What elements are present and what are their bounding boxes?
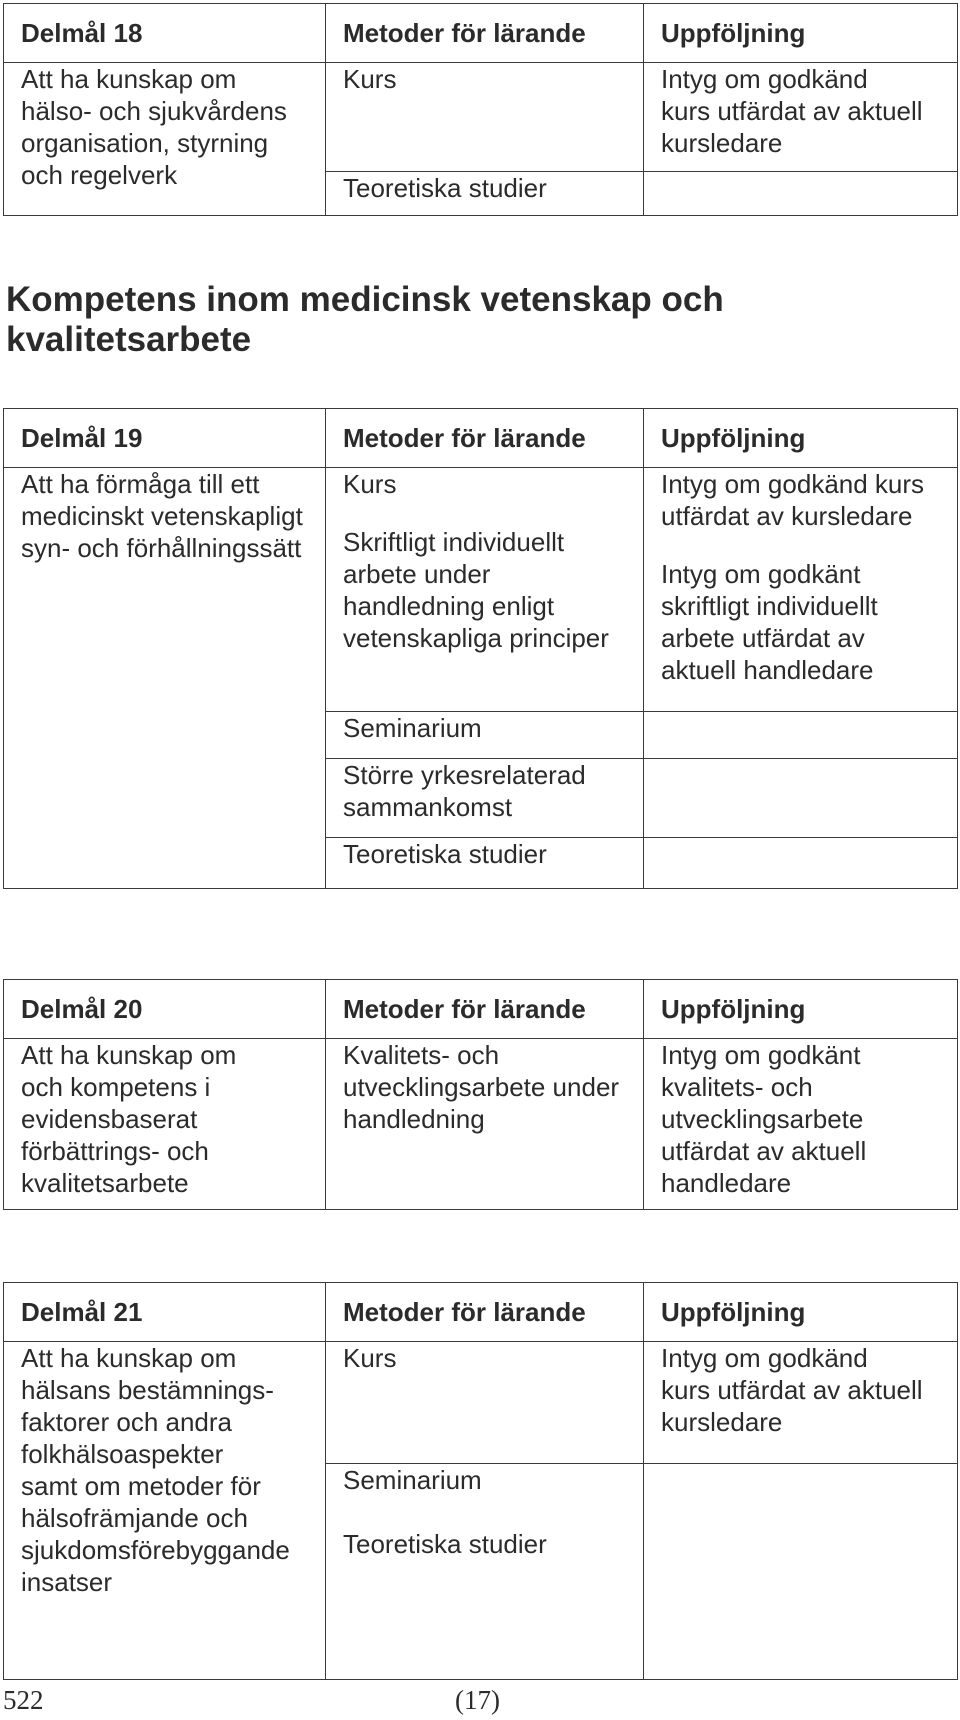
method-cell: Teoretiska studier — [326, 172, 644, 216]
goal-header: Delmål 18 — [4, 4, 326, 63]
followup-cell: Intyg om godkänd kurs utfärdat av kursledare Intyg om godkänt skriftligt individuellt arbete utfärdat av aktuell handledare — [644, 468, 958, 712]
empty-cell — [644, 838, 958, 889]
empty-cell — [644, 1464, 958, 1680]
goal-cell: Att ha förmåga till ett medicinskt vetenskapligt syn- och förhållningssätt — [4, 468, 326, 889]
empty-cell — [644, 759, 958, 838]
goal-cell: Att ha kunskap om hälsans bestämnings- faktorer och andra folkhälsoaspekter samt om metoder för hälsofrämjande och sjukdomsförebyggande insatser — [4, 1342, 326, 1680]
followup-header: Uppföljning — [644, 980, 958, 1039]
delmal-21-table — [3, 1282, 958, 1680]
followup-header: Uppföljning — [644, 409, 958, 468]
methods-header: Metoder för lärande — [326, 409, 644, 468]
followup-cell: Intyg om godkänd kurs utfärdat av aktuell kursledare — [644, 1342, 958, 1464]
goal-cell: Att ha kunskap om och kompetens i evidensbaserat förbättrings- och kvalitetsarbete — [4, 1039, 326, 1210]
delmal-18-table — [3, 3, 958, 216]
delmal-19-table — [3, 408, 958, 889]
method-cell: Kurs — [326, 1342, 644, 1464]
followup-cell: Intyg om godkänt kvalitets- och utvecklingsarbete utfärdat av aktuell handledare — [644, 1039, 958, 1210]
method-cell: Seminarium Teoretiska studier — [326, 1464, 644, 1680]
empty-cell — [644, 712, 958, 759]
methods-header: Metoder för lärande — [326, 4, 644, 63]
goal-header: Delmål 21 — [4, 1283, 326, 1342]
followup-header: Uppföljning — [644, 4, 958, 63]
method-cell: Större yrkesrelaterad sammankomst — [326, 759, 644, 838]
method-cell: Teoretiska studier — [326, 838, 644, 889]
method-cell: Seminarium — [326, 712, 644, 759]
followup-header: Uppföljning — [644, 1283, 958, 1342]
methods-header: Metoder för lärande — [326, 980, 644, 1039]
page-sub-number: (17) — [455, 1685, 500, 1715]
empty-cell — [644, 172, 958, 216]
method-cell: Kurs — [326, 63, 644, 172]
page-number: 522 — [3, 1685, 44, 1715]
followup-cell: Intyg om godkänd kurs utfärdat av aktuell kursledare — [644, 63, 958, 172]
methods-header: Metoder för lärande — [326, 1283, 644, 1342]
goal-header: Delmål 20 — [4, 980, 326, 1039]
method-cell: Kvalitets- och utvecklingsarbete under handledning — [326, 1039, 644, 1210]
goal-cell: Att ha kunskap om hälso- och sjukvårdens organisation, styrning och regelverk — [4, 63, 326, 216]
section-heading: Kompetens inom medicinsk vetenskap och kvalitetsarbete — [6, 280, 724, 359]
method-cell: Kurs Skriftligt individuellt arbete under handledning enligt vetenskapliga principer — [326, 468, 644, 712]
goal-header: Delmål 19 — [4, 409, 326, 468]
delmal-20-table — [3, 979, 958, 1210]
